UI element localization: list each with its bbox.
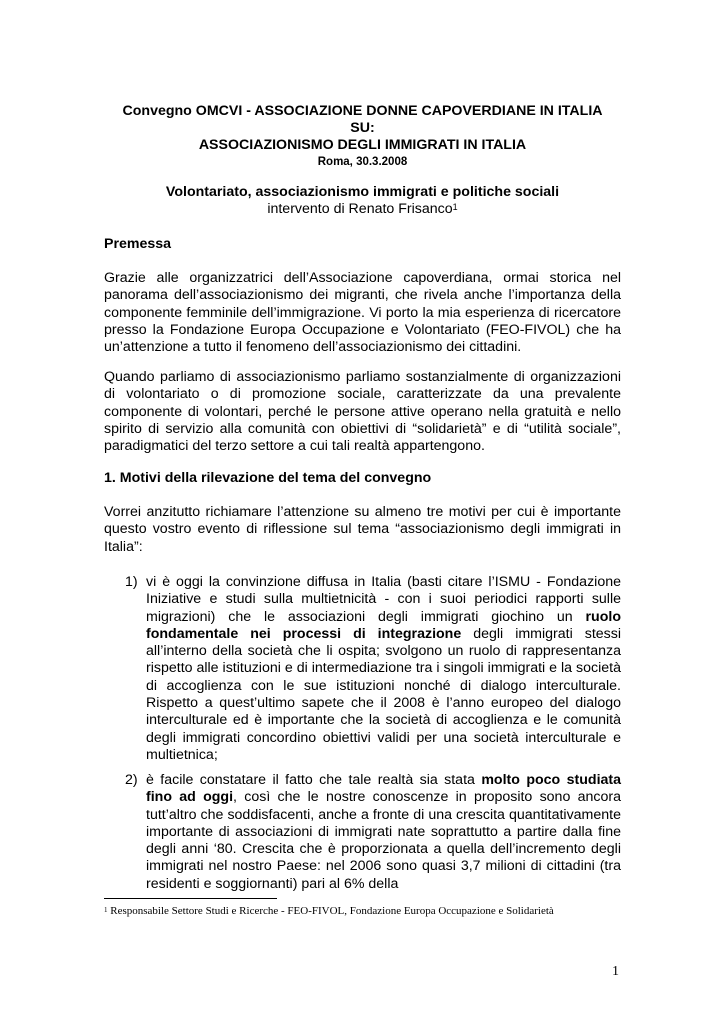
list-item-text: è facile constatare il fatto che tale realtà sia stata molto poco studiata fino ad oggi, così che le nostre conoscenze in proposito sono ancora tutt’altro che soddisfacenti, anche a fronte di una crescita quantitativamente importante di associazioni di immigrati nate soprattutto a partire dalla fine degli anni ‘80. Crescita che è proporzionata a quella dell’incremento degli immigrati nel nostro Paese: nel 2006 sono quasi 3,7 milioni di cittadini (tra residenti e soggiornanti) pari al 6% della [146,772,622,892]
conference-title: Convegno OMCVI - ASSOCIAZIONE DONNE CAPOVERDIANE IN ITALIA [122,103,603,119]
list-item-2 [125,772,621,893]
list-item-text: vi è oggi la convinzione diffusa in Italia (basti citare l’ISMU - Fondazione Iniziative e studi sulla multietnicità - con i suoi periodici rapporti sulle migrazioni) che le associazioni degli immigrati giochino un ruolo fondamentale nei processi di integrazione degli immigrati stessi all’interno della società che li ospita; svolgono un ruolo di rappresentanza rispetto alle istituzioni e di intermediazione tra i singoli immigrati e la società di accoglienza con le sue istituzioni nonché di dialogo interculturale. Rispetto a quest’ultimo sapete che il 2008 è l’anno europeo del dialogo interculturale ed è importante che la società di accoglienza e le comunità degli immigrati concordino obiettivi validi per una società interculturale e multietnica; [146,574,621,763]
section-heading-1: 1. Motivi della rilevazione del tema del convegno [104,470,432,486]
paragraph-premessa-2: Quando parliamo di associazionismo parliamo sostanzialmente di organizzazioni di volontariato o di promozione sociale, caratterizzate da una prevalente componente di volontari, perché le persone attive operano nella gratuità e nello spirito di servizio alla comunità con obiettivi di “solidarietà” e di “utilità sociale”, paradigmatici del terzo settore a cui tali realtà appartengono. [104,369,621,455]
section-heading-premessa: Premessa [104,236,172,252]
talk-title: Volontariato, associazionismo immigrati e politiche sociali [165,184,560,200]
talk-speaker: intervento di Renato Frisanco$^1$ [267,201,458,217]
paragraph-section1-intro: Vorrei anzitutto richiamare l’attenzione su almeno tre motivi per cui è importante questo vostro evento di riflessione sul tema “associazionismo degli immigrati in Italia”: [104,504,621,555]
list-number: 2) [125,772,138,788]
page-number: 1 [612,964,619,979]
footnote-ref[interactable]: 1 [452,202,458,212]
conference-date: Roma, 30.3.2008 [317,156,408,168]
footnote-separator [104,898,277,899]
footnote-number: 1 [104,906,108,914]
conference-su: SU: [350,120,375,136]
conference-subtitle: ASSOCIAZIONISMO DEGLI IMMIGRATI IN ITALIA [198,137,527,153]
list-item-1 [125,574,621,764]
paragraph-premessa-1: Grazie alle organizzatrici dell’Associazione capoverdiana, ormai storica nel panorama dell’associazionismo dei migranti, che rivela anche l’importanza della componente femminile dell’immigrazione. Vi porto la mia esperienza di ricercatore presso la Fondazione Europa Occupazione e Volontariato (FEO-FIVOL) che ha un’attenzione a tutto il fenomeno dell’associazionismo dei cittadini. [104,270,621,356]
list-number: 1) [125,574,138,590]
footnote: $^1$ Responsabile Settore Studi e Ricerche - FEO-FIVOL, Fondazione Europa Occupazione e Solidarietà [104,905,554,917]
